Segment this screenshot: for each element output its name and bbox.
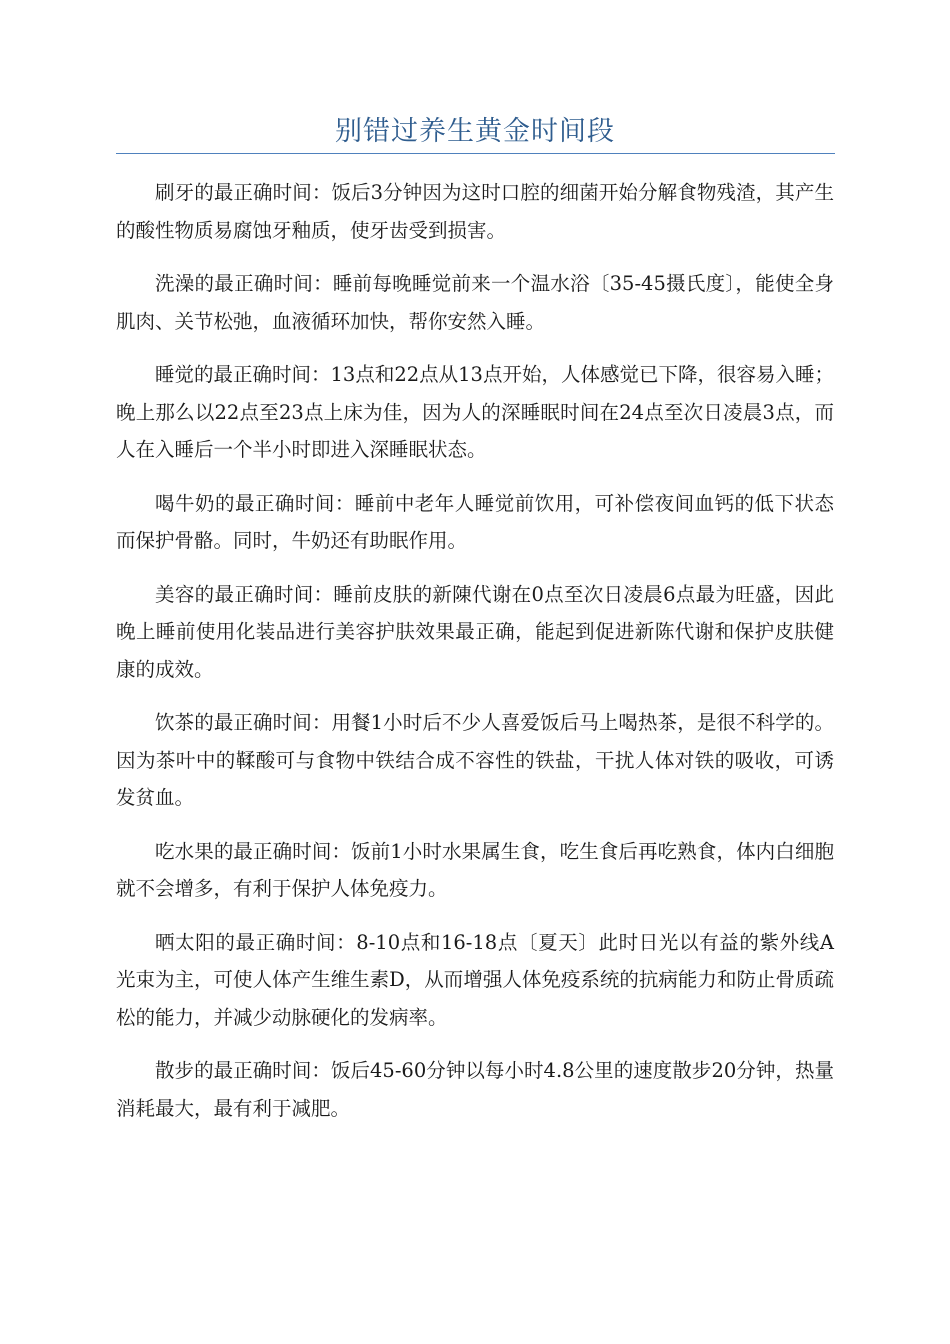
paragraph-brushing: 刷牙的最正确时间：饭后3分钟因为这时口腔的细菌开始分解食物残渣，其产生的酸性物质易腐蚀牙釉质，使牙齿受到损害。 — [116, 181, 834, 242]
paragraph-sleeping: 睡觉的最正确时间：13点和22点从13点开始，人体感觉已下降，很容易入睡；晚上那么以22点至23点上床为佳，因为人的深睡眠时间在24点至次日凌晨3点，而人在入睡后一个半小时即进入深睡眠状态。 — [116, 363, 834, 461]
paragraph-walking: 散步的最正确时间：饭后45-60分钟以每小时4.8公里的速度散步20分钟，热量消耗最大，最有利于减肥。 — [116, 1059, 834, 1120]
paragraph-sunbathing: 晒太阳的最正确时间：8-10点和16-18点〔夏天〕此时日光以有益的紫外线A光束为主，可使人体产生维生素D，从而增强人体免疫系统的抗病能力和防止骨质疏松的能力，并减少动脉硬化的发病率。 — [116, 930, 834, 1029]
paragraph-fruit: 吃水果的最正确时间：饭前1小时水果属生食，吃生食后再吃熟食，体内白细胞就不会增多，有利于保护人体免疫力。 — [116, 839, 834, 900]
document-body — [116, 174, 834, 1143]
paragraph-milk: 喝牛奶的最正确时间：睡前中老年人睡觉前饮用，可补偿夜间血钙的低下状态而保护骨骼。同时，牛奶还有助眠作用。 — [116, 491, 834, 552]
document-title: 别错过养生黄金时间段 — [335, 116, 615, 147]
title-underline — [116, 153, 835, 154]
paragraph-skincare: 美容的最正确时间：睡前皮肤的新陳代谢在0点至次日凌晨6点最为旺盛，因此晚上睡前使用化装品进行美容护肤效果最正确，能起到促进新陈代谢和保护皮肤健康的成效。 — [116, 582, 834, 681]
paragraph-tea: 饮茶的最正确时间：用餐1小时后不少人喜爱饭后马上喝热茶，是很不科学的。因为茶叶中的鞣酸可与食物中铁结合成不容性的铁盐，干扰人体对铁的吸收，可诱发贫血。 — [116, 711, 834, 809]
paragraph-bathing: 洗澡的最正确时间：睡前每晚睡觉前来一个温水浴〔35-45摄氏度〕，能使全身肌肉、关节松弛，血液循环加快，帮你安然入睡。 — [116, 272, 834, 333]
